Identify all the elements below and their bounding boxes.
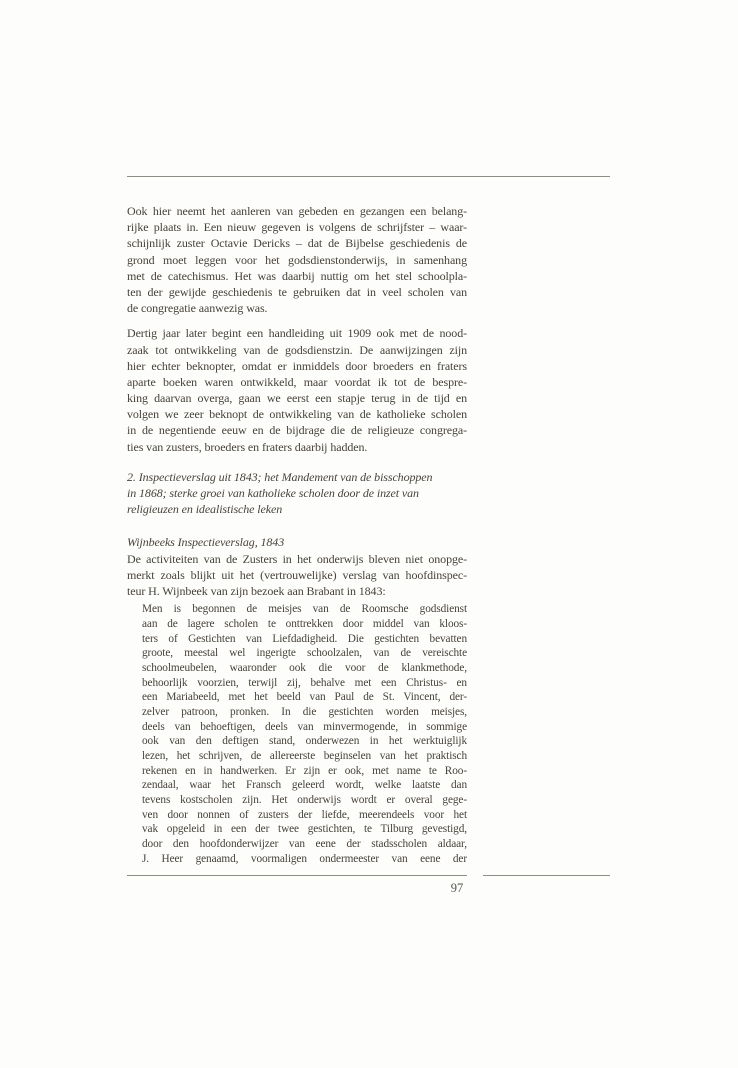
text-line: vak opgeleid in een der twee gestichten, te Tilburg gevestigd, — [142, 823, 467, 836]
text-line: aparte boeken waren ontwikkeld, maar voordat ik tot de bespre- — [127, 374, 467, 389]
text-line: grond moet leggen voor het godsdienstonderwijs, in samenhang — [127, 252, 467, 267]
text-line: groote, meestal wel ingerigte schoolzalen, van de vereischte — [142, 647, 467, 660]
text-line: Men is begonnen de meisjes van de Roomsche godsdienst — [142, 603, 467, 616]
text-line: Ook hier neemt het aanleren van gebeden en gezangen een belang- — [127, 204, 467, 218]
page-number: 97 — [450, 881, 464, 895]
subsection-heading — [127, 534, 467, 550]
body-paragraph — [127, 551, 467, 600]
text-line: ten der gewijde geschiedenis te gebruiken dat in veel scholen van — [127, 284, 467, 299]
text-line: aan de lagere scholen te onttrekken door middel van kloos- — [142, 617, 467, 630]
text-line: behoorlijk voorzien, terwijl zij, behalve met een Christus- en — [142, 676, 467, 689]
text-line: in de negentiende eeuw en de bijdrage die de religieuze congrega- — [127, 423, 467, 438]
text-line: een Mariabeeld, met het beeld van Paul de St. Vincent, der- — [142, 691, 467, 704]
body-paragraph — [127, 325, 467, 455]
text-line: ters of Gestichten van Liefdadigheid. Die gestichten bevatten — [142, 632, 467, 645]
text-line: volgen we zeer beknopt de ontwikkeling van de katholieke scholen — [127, 407, 467, 422]
text-line: 2. Inspectieverslag uit 1843; het Mandement van de bisschoppen — [127, 469, 433, 484]
text-line: schijnlijk zuster Octavie Dericks – dat de Bijbelse geschiedenis de — [127, 236, 467, 251]
body-paragraph — [127, 203, 467, 316]
text-line: religieuzen en idealistische leken — [127, 502, 283, 517]
text-line: zelver patroon, pronken. In die gestichten worden meisjes, — [142, 705, 467, 718]
footer-rule-margin-column — [483, 875, 610, 876]
text-line: teur H. Wijnbeek van zijn bezoek aan Brabant in 1843: — [127, 583, 386, 598]
header-rule — [127, 176, 610, 177]
text-line: tevens kostscholen zijn. Het onderwijs wordt er overal gege- — [142, 794, 467, 807]
text-line: door den hoofdonderwijzer van eene der stadsscholen aldaar, — [142, 838, 467, 851]
text-line: ook van den deftigen stand, onderwezen in het werktuiglijk — [142, 735, 467, 748]
text-column — [127, 203, 467, 867]
text-line: de congregatie aanwezig was. — [127, 301, 268, 316]
text-line: met de catechismus. Het was daarbij nuttig om het stel schoolpla- — [127, 268, 467, 283]
text-line: zaak tot ontwikkeling van de godsdienstzin. De aanwijzingen zijn — [127, 342, 467, 357]
text-line: lezen, het schrijven, de allereerste beginselen van het praktisch — [142, 750, 467, 762]
text-line: ven door nonnen of zusters der liefde, meerendeels voor het — [142, 808, 467, 821]
text-line: Dertig jaar later begint een handleiding uit 1909 ook met de nood- — [127, 326, 467, 341]
text-line: J. Heer genaamd, voormaligen ondermeester van eene der — [142, 852, 467, 865]
quote-block — [142, 602, 467, 866]
text-line: hier echter beknopter, omdat er inmiddels door broeders en fraters — [127, 358, 467, 373]
text-line: rekenen en in handwerken. Er zijn er ook, met name te Roo- — [142, 764, 467, 777]
text-line: Wijnbeeks Inspectieverslag, 1843 — [127, 535, 285, 550]
text-line: schoolmeubelen, waaronder ook die voor de klankmethode, — [142, 661, 467, 674]
footer-rule-text-column — [127, 875, 467, 876]
section-heading — [127, 469, 467, 518]
text-line: king daarvan overga, gaan we eerst een stapje terug in de tijd en — [127, 391, 467, 406]
text-line: ties van zusters, broeders en fraters daarbij hadden. — [127, 439, 368, 454]
text-line: in 1868; sterke groei van katholieke scholen door de inzet van — [127, 486, 419, 500]
text-line: deels van behoeftigen, deels van minvermogende, in sommige — [142, 720, 467, 733]
text-line: zendaal, waar het Fransch geleerd wordt, welke laatste dan — [142, 779, 467, 792]
text-line: rijke plaats in. Een nieuw gegeven is volgens de schrijfster – waar- — [127, 220, 467, 235]
text-line: De activiteiten van de Zusters in het onderwijs bleven niet onopge- — [127, 551, 467, 566]
text-line: merkt zoals blijkt uit het (vertrouwelijke) verslag van hoofdinspec- — [127, 567, 467, 582]
